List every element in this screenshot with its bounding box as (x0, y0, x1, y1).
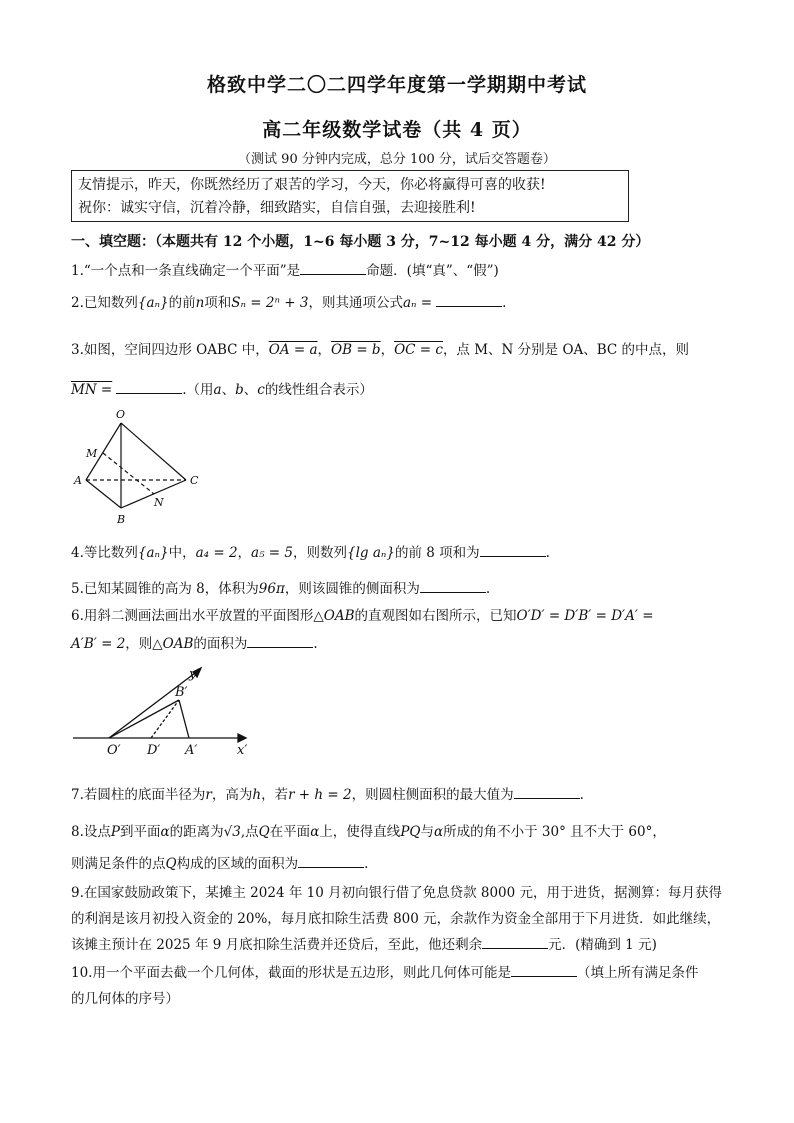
section-heading: 一、填空题：（本题共有 12 个小题，1~6 每小题 3 分，7~12 每小题 4 分，满分 42 分） (71, 234, 650, 250)
q2-formula: Sₙ = 2ⁿ + 3 (231, 295, 309, 311)
question-8-line-1 (71, 820, 666, 840)
q3-vector-oa: OA = a (268, 342, 318, 358)
q8-line1-f: 上，使得直线 (319, 824, 401, 840)
q6-line1-b: 的直观图如右图所示，已知 (354, 608, 517, 624)
q5-volume: 96π (258, 581, 285, 597)
label-c: C (190, 474, 199, 487)
q7-h: h (252, 787, 262, 803)
segment-ob (109, 700, 179, 738)
q8-line1-h: 所成的角不小于 30° 且不大于 60°， (443, 824, 666, 840)
segment-mn-dashed (103, 453, 154, 494)
q8-p: P (110, 824, 120, 840)
q2-answer-blank[interactable] (436, 294, 502, 307)
q10-answer-blank[interactable] (511, 964, 577, 977)
q8-alpha-2: α (310, 824, 320, 840)
question-10-line-1 (71, 961, 698, 981)
q8-line2-a: 则满足条件的点 (71, 856, 166, 872)
q4-lgseq: {lg aₙ} (347, 545, 395, 561)
q3-vb: b (235, 382, 244, 398)
q3-vc: c (257, 382, 265, 398)
q4-comma: ， (237, 545, 252, 561)
q4-text-b: 中， (168, 545, 196, 561)
q5-text-c: . (485, 581, 491, 597)
label-x-axis: x′ (237, 743, 248, 758)
q4-text-a: 4.等比数列 (71, 545, 138, 561)
q7-text-b: ，高为 (211, 787, 253, 803)
q7-text-c: ，若 (261, 787, 289, 803)
question-5 (71, 577, 490, 597)
q5-text-b: ，则该圆锥的侧面积为 (284, 581, 420, 597)
q3-answer-blank[interactable] (116, 381, 182, 394)
q4-seq: {aₙ} (137, 545, 169, 561)
q8-line1-b: 到平面 (119, 824, 161, 840)
q9-line3-b: 元．(精确到 1 元) (548, 937, 657, 953)
q5-answer-blank[interactable] (420, 580, 486, 593)
q2-text-e: . (502, 295, 507, 311)
q6-triangle: △OAB (313, 608, 355, 624)
label-d-prime: D′ (147, 743, 161, 758)
tips-box (71, 170, 629, 222)
x-axis-arrow (238, 734, 246, 742)
q9-answer-blank[interactable] (482, 936, 548, 949)
q8-line1-g: 与 (420, 824, 434, 840)
q2-text-a: 2.已知数列 (71, 295, 138, 311)
q7-r: r (205, 787, 212, 803)
q8-line1-d: ,点 (240, 824, 259, 840)
q8-answer-blank[interactable] (298, 855, 364, 868)
tips-line-1: 友情提示，昨天，你既然经历了艰苦的学习，今天，你必将赢得可喜的收获! (78, 177, 546, 193)
question-3-line-1: 3.如图，空间四边形 OABC 中，OA = a，OB = b，OC = c，点 M、N 分别是 OA、BC 的中点，则 (71, 342, 690, 358)
q4-a5: a₅ = 5 (251, 545, 293, 561)
question-7 (71, 783, 584, 803)
tips-line-2: 祝你：诚实守信，沉着冷静，细致踏实，自信自强，去迎接胜利! (78, 200, 476, 216)
q4-text-d: 的前 8 项和为 (394, 545, 480, 561)
q8-q: Q (258, 824, 270, 840)
q4-answer-blank[interactable] (480, 544, 546, 557)
q1-text-a: 1.“一个点和一条直线确定一个平面”是 (71, 263, 301, 279)
q3-vector-ob: OB = b (331, 342, 381, 358)
question-9-line-2: 的利润是该月初投入资金的 20%，每月底扣除生活费 800 元，余款作为资金全部用于下月进货．如此继续， (71, 911, 721, 927)
q8-alpha: α (160, 824, 170, 840)
q7-answer-blank[interactable] (514, 786, 580, 799)
question-9-line-3 (71, 933, 657, 953)
q3-sep-2: 、 (243, 382, 258, 398)
label-n: N (154, 496, 164, 509)
q3-line1: 3.如图，空间四边形 OABC 中， (71, 342, 269, 358)
q8-alpha-3: α (433, 824, 444, 840)
edge-ab (86, 480, 121, 508)
q8-q-2: Q (165, 856, 177, 872)
q8-line1-c: 的距离为 (169, 824, 224, 840)
label-b-prime: B′ (175, 685, 188, 700)
q2-text-c: 项和 (204, 295, 232, 311)
label-m: M (86, 447, 98, 460)
q3-line2-c: 的线性组合表示） (264, 382, 373, 398)
q1-answer-blank[interactable] (300, 262, 366, 275)
label-a-prime: A′ (185, 743, 198, 758)
question-9-line-1: 9.在国家鼓励政策下，某摊主 2024 年 10 月初向银行借了免息贷款 8000 元，用于进货，据测算：每月获得 (71, 885, 723, 901)
q3-vector-oc: OC = c (394, 342, 443, 358)
q3-va: a (213, 382, 222, 398)
q6-triangle-2: △OAB (152, 636, 194, 652)
q10-line1-a: 10.用一个平面去截一个几何体，截面的形状是五边形，则此几何体可能是 (71, 965, 511, 981)
q2-an: aₙ = (402, 295, 433, 311)
exam-note: （测试 90 分钟内完成，总分 100 分，试后交答题卷） (238, 152, 556, 167)
q3-mn: MN = (71, 382, 113, 398)
question-4 (71, 541, 550, 561)
q2-n: n (195, 295, 205, 311)
q7-equation: r + h = 2 (288, 787, 352, 803)
label-b: B (117, 513, 126, 526)
q5-text-a: 5.已知某圆锥的高为 8，体积为 (71, 581, 259, 597)
q7-text-d: ，则圆柱侧面积的最大值为 (351, 787, 514, 803)
exam-title: 格致中学二〇二四学年度第一学期期中考试 (206, 74, 587, 96)
q7-text-a: 7.若圆柱的底面半径为 (71, 787, 206, 803)
label-o: O (116, 408, 126, 421)
label-y-axis: y′ (189, 667, 200, 682)
q3-sep-1: 、 (221, 382, 236, 398)
question-8-line-2 (71, 852, 368, 872)
q4-a4: a₄ = 2 (195, 545, 238, 561)
q6-oblique-figure (71, 660, 261, 760)
q8-sqrt3: √3 (223, 824, 241, 840)
label-o-prime: O′ (107, 743, 121, 758)
edge-oc (121, 423, 186, 480)
q6-equation: O′D′ = D′B′ = D′A′ = (516, 608, 654, 624)
y-axis-line (109, 670, 199, 738)
q7-text-e: . (579, 787, 584, 803)
question-3-line-2 (71, 378, 373, 398)
q8-line1-e: 在平面 (269, 824, 311, 840)
q9-line3-a: 该摊主预计在 2025 年 9 月底扣除生活费并还贷后，至此，他还剩余 (71, 937, 483, 953)
question-6-line-1 (71, 604, 654, 624)
q4-text-e: . (545, 545, 550, 561)
q6-line1: 6.用斜二测画法画出水平放置的平面图形 (71, 608, 314, 624)
label-a: A (74, 474, 82, 487)
segment-db-dashed (151, 700, 179, 738)
q3-line1-end: ，点 M、N 分别是 OA、BC 的中点，则 (442, 342, 690, 358)
q1-text-b: 命题．(填“真”、“假”) (366, 263, 499, 279)
question-6-line-2 (71, 632, 318, 652)
q8-line1-a: 8.设点 (71, 824, 111, 840)
q6-line2-c: 的面积为 (193, 636, 248, 652)
q2-seq: {aₙ} (137, 295, 169, 311)
segment-ba (179, 700, 189, 738)
question-2 (71, 291, 506, 311)
q4-text-c: ，则数列 (293, 545, 347, 561)
q2-text-d: ，则其通项公式 (308, 295, 403, 311)
q6-answer-blank[interactable] (247, 635, 313, 648)
q10-line1-b: （填上所有满足条件 (576, 965, 699, 981)
q2-text-b: 的前 (168, 295, 196, 311)
question-10-line-2: 的几何体的序号） (71, 991, 179, 1007)
q8-line2-c: . (364, 856, 369, 872)
q8-line2-b: 构成的区域的面积为 (176, 856, 299, 872)
q8-pq: PQ (400, 824, 421, 840)
q3-line2-b: .（用 (182, 382, 214, 398)
q6-line2-d: . (313, 636, 318, 652)
q6-line2-b: ，则 (125, 636, 153, 652)
question-1 (71, 259, 499, 279)
q6-line2-a: A′B′ = 2 (71, 636, 126, 652)
exam-subtitle: 高二年级数学试卷（共 4 页） (262, 119, 532, 141)
q3-tetrahedron-figure (71, 405, 211, 530)
